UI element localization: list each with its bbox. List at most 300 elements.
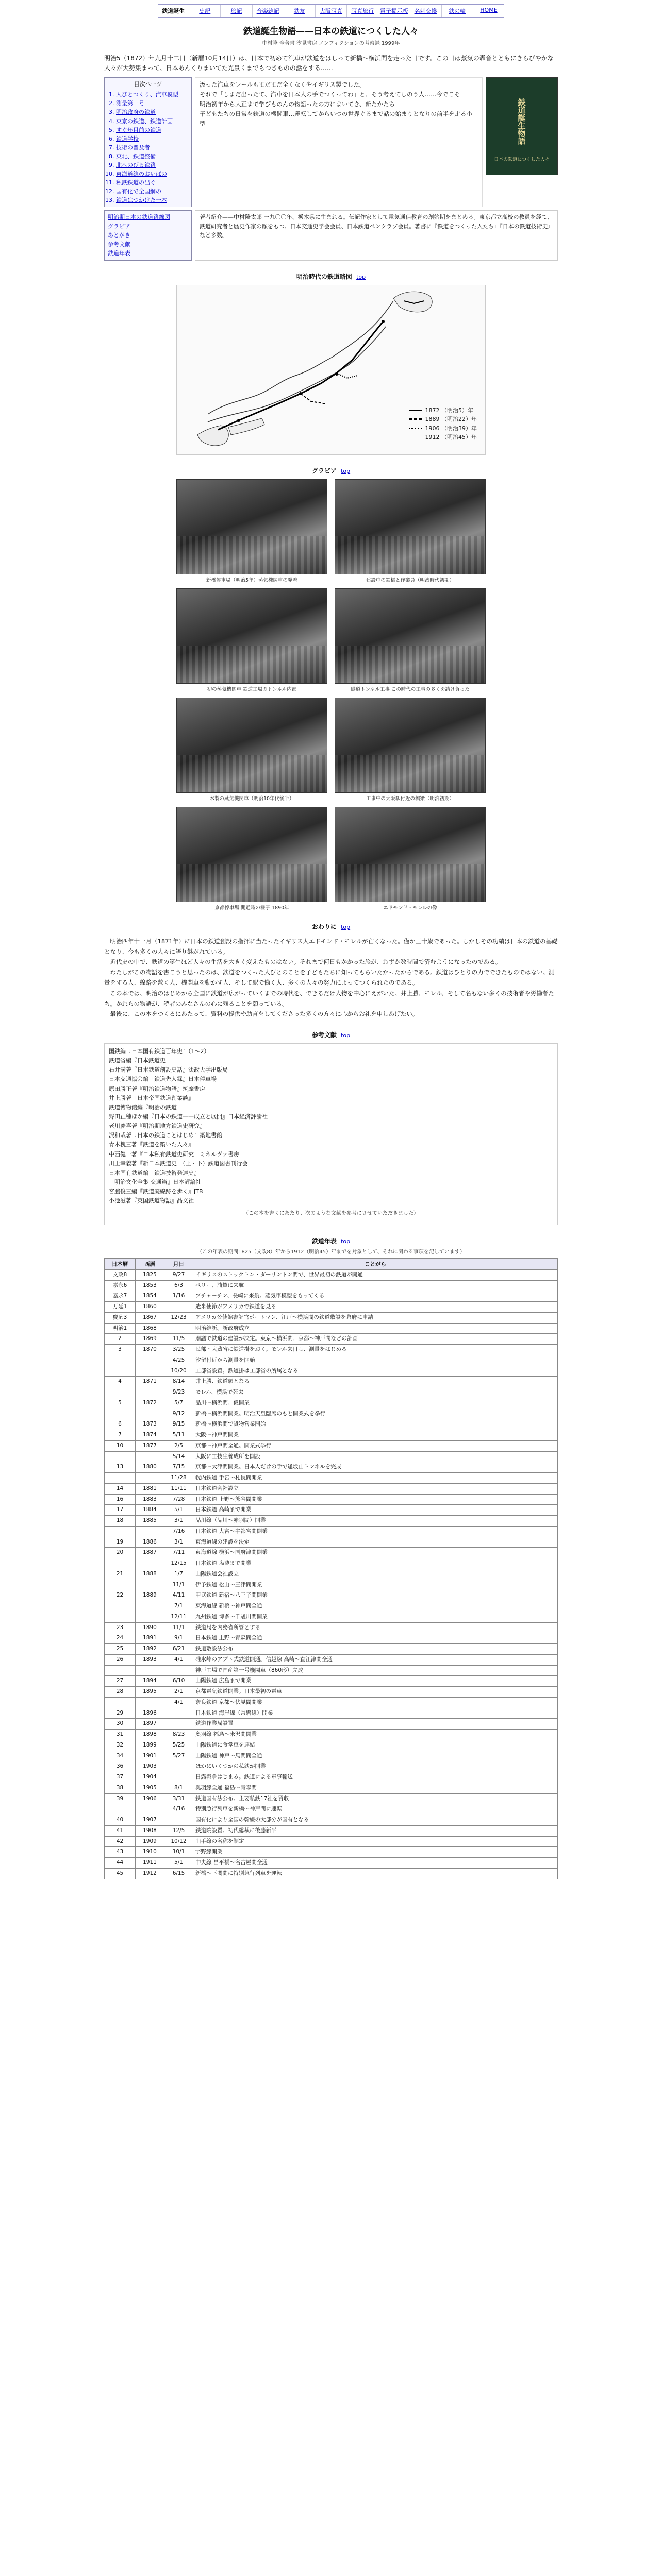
chron-cell: 4/1 bbox=[164, 1654, 193, 1665]
photo-image bbox=[335, 698, 486, 793]
chron-cell: 1872 bbox=[136, 1398, 164, 1409]
chron-cell: 日本鉄道 塩釜まで開業 bbox=[193, 1558, 558, 1569]
chron-cell: 10 bbox=[105, 1440, 136, 1451]
chron-row bbox=[105, 1761, 558, 1772]
chron-row bbox=[105, 1804, 558, 1815]
chron-cell bbox=[136, 1355, 164, 1366]
cover-subtitle: 日本の鉄道につくした人々 bbox=[494, 157, 550, 162]
chron-cell bbox=[164, 1772, 193, 1783]
toc-item[interactable]: 2. 測量第一号 bbox=[116, 99, 188, 108]
section-link[interactable]: 明治期日本の鉄道路線図 bbox=[108, 213, 170, 221]
chron-cell: 九州鉄道 博多〜千歳川間開業 bbox=[193, 1612, 558, 1622]
page bbox=[0, 4, 662, 2576]
chron-cell: 1901 bbox=[136, 1751, 164, 1761]
chron-row bbox=[105, 1847, 558, 1858]
photo-image bbox=[335, 807, 486, 902]
book-meta: 中村隆 全著書 汐見書房 ノンフィクションの考察録 1999年 bbox=[262, 41, 400, 46]
chron-cell: 山陽鉄道に食堂車を連結 bbox=[193, 1740, 558, 1751]
chron-cell: 7/16 bbox=[164, 1526, 193, 1537]
chron-cell: 1911 bbox=[136, 1858, 164, 1869]
refs-section-label: 参考文献 bbox=[311, 1031, 337, 1039]
reference-item: 国鉄編『日本国有鉄道百年史』（1〜2） bbox=[109, 1047, 210, 1055]
chron-cell: 東海道線 横浜〜国府津間開業 bbox=[193, 1548, 558, 1558]
nav-link[interactable]: HOME bbox=[480, 7, 498, 13]
chron-cell: 1889 bbox=[136, 1590, 164, 1601]
photo-image bbox=[335, 479, 486, 574]
chron-cell: 12/5 bbox=[164, 1825, 193, 1836]
chron-cell: 21 bbox=[105, 1569, 136, 1580]
chron-cell: 新橋〜下関間に特別急行列車を運転 bbox=[193, 1868, 558, 1879]
chron-cell: 5 bbox=[105, 1398, 136, 1409]
chron-cell: 日本鉄道 高崎まで開業 bbox=[193, 1505, 558, 1516]
chron-cell: 1896 bbox=[136, 1708, 164, 1719]
chron-cell: 1899 bbox=[136, 1740, 164, 1751]
chron-cell: 1884 bbox=[136, 1505, 164, 1516]
chron-header: 日本暦 bbox=[105, 1258, 136, 1269]
chron-cell: 9/23 bbox=[164, 1387, 193, 1398]
chron-cell: 奈良鉄道 京都〜伏見間開業 bbox=[193, 1697, 558, 1708]
chron-cell: モレル、横浜で死去 bbox=[193, 1387, 558, 1398]
toc-item[interactable]: 11. 私鉄鉄道の出ぐ bbox=[116, 178, 188, 187]
cover-title: 鉄道誕生物語 bbox=[517, 98, 526, 145]
chron-cell: 1854 bbox=[136, 1291, 164, 1302]
chron-cell: 大阪に工技生養成所を開設 bbox=[193, 1451, 558, 1462]
chron-cell: 4/11 bbox=[164, 1590, 193, 1601]
chron-cell bbox=[105, 1558, 136, 1569]
chron-cell: 13 bbox=[105, 1462, 136, 1473]
top-nav bbox=[158, 4, 504, 18]
chron-cell: 1886 bbox=[136, 1537, 164, 1548]
chron-cell: アメリカ公使館書記官ポートマン、江戸〜横浜間の鉄道敷設を幕府に申請 bbox=[193, 1312, 558, 1323]
chron-cell bbox=[105, 1387, 136, 1398]
legend-swatch bbox=[409, 418, 422, 420]
chron-cell: 井上勝、鉄道頭となる bbox=[193, 1377, 558, 1387]
chron-cell: 慶応3 bbox=[105, 1312, 136, 1323]
chron-cell: 1870 bbox=[136, 1345, 164, 1355]
chron-cell: 文政8 bbox=[105, 1269, 136, 1280]
chron-section-label: 鉄道年表 bbox=[311, 1237, 337, 1245]
chron-cell: 伊予鉄道 松山〜三津間開業 bbox=[193, 1580, 558, 1590]
reference-item: 日本交通協会編『鉄道先人録』日本停車場 bbox=[109, 1076, 217, 1083]
chron-row bbox=[105, 1633, 558, 1644]
legend-swatch bbox=[409, 410, 422, 411]
toc-item[interactable]: 5. すぐ年目前の鉄道 bbox=[116, 126, 188, 134]
chron-cell: 4/1 bbox=[164, 1697, 193, 1708]
chron-row bbox=[105, 1516, 558, 1527]
section-links bbox=[104, 210, 192, 261]
nav-link[interactable]: 旅記 bbox=[221, 5, 252, 17]
chron-cell: 1909 bbox=[136, 1836, 164, 1847]
chron-cell: 1893 bbox=[136, 1654, 164, 1665]
chron-row bbox=[105, 1302, 558, 1313]
nav-link[interactable]: 写真旅行 bbox=[347, 5, 378, 17]
chron-cell: 29 bbox=[105, 1708, 136, 1719]
chron-row bbox=[105, 1280, 558, 1291]
chron-cell: 9/12 bbox=[164, 1409, 193, 1419]
chron-header: 西暦 bbox=[136, 1258, 164, 1269]
reference-item: 野田正穂ほか編『日本の鉄道——成立と展開』日本経済評論社 bbox=[109, 1113, 268, 1120]
chron-cell: 10/12 bbox=[164, 1836, 193, 1847]
chron-cell: 20 bbox=[105, 1548, 136, 1558]
references-list bbox=[109, 1047, 553, 1206]
section-link[interactable]: 参考文献 bbox=[108, 241, 130, 248]
page-title: 鉄道誕生物語——日本の鉄道につくした人々 bbox=[243, 26, 419, 37]
chron-cell bbox=[136, 1804, 164, 1815]
chron-cell: 12/23 bbox=[164, 1312, 193, 1323]
chron-cell: 7 bbox=[105, 1430, 136, 1441]
chron-row bbox=[105, 1708, 558, 1719]
chron-cell: 民部・大蔵省に鉄道掛をおく。モレル来日し、測量をはじめる bbox=[193, 1345, 558, 1355]
chron-row bbox=[105, 1836, 558, 1847]
chron-cell: 汐留付近から測量を開始 bbox=[193, 1355, 558, 1366]
chron-row bbox=[105, 1334, 558, 1345]
chron-cell: 神戸工場で国産第一号機関車（860形）完成 bbox=[193, 1665, 558, 1676]
gravure-grid bbox=[176, 479, 486, 911]
chron-cell: 41 bbox=[105, 1825, 136, 1836]
info-area bbox=[104, 210, 558, 261]
chron-cell: 1903 bbox=[136, 1761, 164, 1772]
afterword-paragraph: 最後に、この本をつくるにあたって、資料の提供や助言をしてくださった多くの方々に心からお礼を申しあげたい。 bbox=[110, 1010, 419, 1018]
chron-cell bbox=[136, 1526, 164, 1537]
chron-cell: 1869 bbox=[136, 1334, 164, 1345]
afterword-paragraph: わたしがこの物語を書こうと思ったのは、鉄道をつくった人びとのことを子どもたちに知ってもらいたかったからである。鉄道はひとりの力でできたものではない。測量をする人、線路を敷く人、機関車を動かす人、そして駅で働く人、多くの人々の努力によってつくられたのである。 bbox=[104, 969, 555, 987]
chron-cell: 1888 bbox=[136, 1569, 164, 1580]
afterword-paragraph: 近代史の中で、鉄道の誕生ほど人々の生活を大きく変えたものはない。それまで何日もかかった旅が、わずか数時間で済むようになったのである。 bbox=[110, 958, 502, 966]
chron-cell bbox=[105, 1601, 136, 1612]
chron-cell: 4/16 bbox=[164, 1804, 193, 1815]
chron-cell: 京都〜大津間開業。日本人だけの手で逢坂山トンネルを完成 bbox=[193, 1462, 558, 1473]
chron-row bbox=[105, 1355, 558, 1366]
chron-cell: 特別急行列車を新橋〜神戸間に運転 bbox=[193, 1804, 558, 1815]
toc-item[interactable]: 9. 北へのびる鉄路 bbox=[116, 161, 188, 170]
chron-cell bbox=[164, 1665, 193, 1676]
chron-cell: 11/11 bbox=[164, 1483, 193, 1494]
chron-cell: 5/1 bbox=[164, 1505, 193, 1516]
top-link[interactable]: top bbox=[341, 1031, 351, 1039]
chron-body bbox=[105, 1269, 558, 1879]
top-link[interactable]: top bbox=[356, 273, 366, 280]
chron-cell: 甲武鉄道 新宿〜八王子間開業 bbox=[193, 1590, 558, 1601]
chron-cell: 1873 bbox=[136, 1419, 164, 1430]
chron-cell: 36 bbox=[105, 1761, 136, 1772]
chron-header-row bbox=[105, 1258, 558, 1269]
chron-cell: 30 bbox=[105, 1719, 136, 1730]
chron-cell: 山陽鉄道 広島まで開業 bbox=[193, 1676, 558, 1687]
nav-link[interactable]: 音楽雑記 bbox=[253, 5, 284, 17]
chron-cell: 奥羽線 福島〜米沢間開業 bbox=[193, 1730, 558, 1740]
nav-link[interactable]: 鉄友 bbox=[284, 5, 316, 17]
railway-map bbox=[176, 285, 486, 455]
reference-item: 鉄道省編『日本鉄道史』 bbox=[109, 1057, 171, 1064]
chron-cell: 鉄道国有法公布。主要私鉄17社を買収 bbox=[193, 1793, 558, 1804]
chron-cell: 2/5 bbox=[164, 1440, 193, 1451]
chron-section-title bbox=[0, 1236, 662, 1245]
chron-cell: 39 bbox=[105, 1793, 136, 1804]
chron-header: ことがら bbox=[193, 1258, 558, 1269]
chronology-table bbox=[104, 1258, 558, 1879]
chron-header: 月日 bbox=[164, 1258, 193, 1269]
chron-cell bbox=[136, 1409, 164, 1419]
chron-row bbox=[105, 1269, 558, 1280]
afterword-paragraph: 明治四年十一月（1871年）に日本の鉄道創設の指揮に当たったイギリス人エドモンド・モレルが亡くなった。僅か三十歳であった。しかしその功績は日本の鉄道の基礎となり、今も多くの人々に語り継がれている。 bbox=[104, 937, 558, 956]
afterword-paragraph: この本では、明治のはじめから全国に鉄道が広がっていくまでの時代を、できるだけ人物を中心にえがいた。井上勝、モレル、そして名もない多くの技術者や労働者たち。かれらの物語が、読者のみなさんの心に残ることを願っている。 bbox=[104, 989, 554, 1007]
reference-item: 『明治文化全集 交通篇』日本評論社 bbox=[109, 1178, 202, 1185]
chron-cell: 3/31 bbox=[164, 1793, 193, 1804]
chron-cell: 1867 bbox=[136, 1312, 164, 1323]
chron-row bbox=[105, 1644, 558, 1655]
chron-cell: 8/1 bbox=[164, 1783, 193, 1793]
chron-row bbox=[105, 1740, 558, 1751]
chron-cell: 45 bbox=[105, 1868, 136, 1879]
chron-cell bbox=[136, 1451, 164, 1462]
chron-cell: 日露戦争はじまる。鉄道による軍事輸送 bbox=[193, 1772, 558, 1783]
chron-cell bbox=[105, 1366, 136, 1377]
chron-cell: 6/21 bbox=[164, 1644, 193, 1655]
chron-cell bbox=[164, 1708, 193, 1719]
toc-item[interactable]: 3. 明治政府の鉄道 bbox=[116, 108, 188, 116]
reference-item: 中西健一著『日本私有鉄道史研究』ミネルヴァ書房 bbox=[109, 1150, 239, 1158]
chron-cell: 31 bbox=[105, 1730, 136, 1740]
chron-cell: 25 bbox=[105, 1644, 136, 1655]
chron-cell: 5/11 bbox=[164, 1430, 193, 1441]
references-box bbox=[104, 1043, 558, 1225]
chron-cell: 大阪〜神戸間開業 bbox=[193, 1430, 558, 1441]
chron-cell: 1907 bbox=[136, 1815, 164, 1826]
chron-cell: 宇野線開業 bbox=[193, 1847, 558, 1858]
chron-cell: 5/25 bbox=[164, 1740, 193, 1751]
chron-cell: 日本鉄道 上野〜熊谷間開業 bbox=[193, 1494, 558, 1505]
toc-item[interactable]: 8. 東北、鉄道整備 bbox=[116, 152, 188, 161]
toc-item[interactable]: 13. 鉄道はつかけた一本 bbox=[116, 196, 188, 205]
top-link[interactable]: top bbox=[341, 923, 351, 930]
chron-cell: 1906 bbox=[136, 1793, 164, 1804]
chron-cell: 京都電気鉄道開業。日本最初の電車 bbox=[193, 1687, 558, 1698]
chron-cell: 12/15 bbox=[164, 1558, 193, 1569]
chron-cell bbox=[164, 1761, 193, 1772]
chron-cell: 碓氷峠のアプト式鉄道開通。信越線 高崎〜直江津間全通 bbox=[193, 1654, 558, 1665]
nav-link[interactable]: 電子掲示板 bbox=[378, 5, 410, 17]
chron-cell bbox=[136, 1665, 164, 1676]
chron-cell bbox=[105, 1665, 136, 1676]
nav-link[interactable]: 鉄道誕生 bbox=[158, 5, 189, 17]
chron-cell bbox=[136, 1612, 164, 1622]
legend-label: 1889 （明治22）年 bbox=[425, 416, 477, 423]
refs-section-title bbox=[0, 1030, 662, 1039]
chron-cell: 7/1 bbox=[164, 1601, 193, 1612]
chron-row bbox=[105, 1825, 558, 1836]
toc-item[interactable]: 1. 人びとつくり、汽車模型 bbox=[116, 90, 188, 99]
nav-link[interactable]: 鉄の輪 bbox=[442, 5, 473, 17]
chron-cell: 新橋〜横浜間開業。明治天皇臨席のもと開業式を挙行 bbox=[193, 1409, 558, 1419]
chron-cell: 26 bbox=[105, 1654, 136, 1665]
chron-row bbox=[105, 1537, 558, 1548]
chron-cell: 日本鉄道 大宮〜宇都宮間開業 bbox=[193, 1526, 558, 1537]
reference-item: 川上幸義著『新日本鉄道史』（上・下）鉄道図書刊行会 bbox=[109, 1160, 248, 1167]
toc-title: 目次ページ bbox=[134, 81, 162, 88]
photo-caption: 工事中の大阪駅付近の橋梁（明治初期） bbox=[366, 795, 454, 802]
chron-cell: 42 bbox=[105, 1836, 136, 1847]
map-section-label: 明治時代の鉄道略図 bbox=[296, 273, 352, 280]
chron-cell: 9/15 bbox=[164, 1419, 193, 1430]
photo-image bbox=[335, 588, 486, 684]
chron-row bbox=[105, 1505, 558, 1516]
chron-row bbox=[105, 1430, 558, 1441]
chron-cell: 2 bbox=[105, 1334, 136, 1345]
chron-cell: 1/16 bbox=[164, 1291, 193, 1302]
chron-cell: 24 bbox=[105, 1633, 136, 1644]
top-link[interactable]: top bbox=[341, 1238, 351, 1245]
chron-cell: ほかにいくつかの私鉄が開業 bbox=[193, 1761, 558, 1772]
chron-cell bbox=[164, 1815, 193, 1826]
chron-cell: 1881 bbox=[136, 1483, 164, 1494]
chron-cell bbox=[164, 1302, 193, 1313]
chron-cell: 国有化により全国の幹線の大部分が国有となる bbox=[193, 1815, 558, 1826]
chron-cell: 1905 bbox=[136, 1783, 164, 1793]
chron-cell: 山陽鉄道 神戸〜馬関間全通 bbox=[193, 1751, 558, 1761]
chron-row bbox=[105, 1345, 558, 1355]
chron-cell bbox=[136, 1697, 164, 1708]
chron-cell: 工部省設置。鉄道掛は工部省の所属となる bbox=[193, 1366, 558, 1377]
reference-item: 鉄道博物館編『明治の鉄道』 bbox=[109, 1104, 183, 1111]
chron-cell: 鉄道局を内務省所管とする bbox=[193, 1622, 558, 1633]
chron-cell bbox=[105, 1355, 136, 1366]
chron-row bbox=[105, 1483, 558, 1494]
chron-cell: 1868 bbox=[136, 1323, 164, 1334]
chron-row bbox=[105, 1494, 558, 1505]
chron-cell: 1912 bbox=[136, 1868, 164, 1879]
map-legend bbox=[409, 406, 477, 442]
photo-image bbox=[176, 698, 327, 793]
toc-item[interactable]: 10. 東海道線のおいばの bbox=[116, 170, 188, 178]
nav-link[interactable]: 名刺交換 bbox=[410, 5, 442, 17]
chron-cell: 6/15 bbox=[164, 1868, 193, 1879]
toc-item[interactable]: 12. 国有化で全国網の bbox=[116, 187, 188, 196]
section-link[interactable]: 鉄道年表 bbox=[108, 250, 130, 257]
chron-cell: 明治1 bbox=[105, 1323, 136, 1334]
photo-caption: エドモンド・モレルの像 bbox=[383, 905, 437, 911]
chron-cell: 1898 bbox=[136, 1730, 164, 1740]
chron-row bbox=[105, 1312, 558, 1323]
chron-row bbox=[105, 1590, 558, 1601]
chron-cell: 3/25 bbox=[164, 1345, 193, 1355]
chron-row bbox=[105, 1676, 558, 1687]
chron-cell: 32 bbox=[105, 1740, 136, 1751]
nav-link[interactable]: 史記 bbox=[189, 5, 221, 17]
chron-cell: プチャーチン、長崎に来航。蒸気車模型をもってくる bbox=[193, 1291, 558, 1302]
chron-cell: 中央線 昌平橋〜名古屋間全通 bbox=[193, 1858, 558, 1869]
book-cover-image bbox=[486, 77, 558, 175]
chron-row bbox=[105, 1730, 558, 1740]
chron-row bbox=[105, 1601, 558, 1612]
chron-cell: 17 bbox=[105, 1505, 136, 1516]
chron-row bbox=[105, 1451, 558, 1462]
chron-cell: 東海道線の建設を決定 bbox=[193, 1537, 558, 1548]
chron-cell: 27 bbox=[105, 1676, 136, 1687]
nav-link[interactable]: 大阪写真 bbox=[316, 5, 347, 17]
chron-cell: 43 bbox=[105, 1847, 136, 1858]
chron-cell: 22 bbox=[105, 1590, 136, 1601]
chron-cell: 6/10 bbox=[164, 1676, 193, 1687]
toc-item[interactable]: 4. 東京の鉄道、鉄道計画 bbox=[116, 117, 188, 126]
chron-row bbox=[105, 1815, 558, 1826]
chron-cell: 40 bbox=[105, 1815, 136, 1826]
chron-cell: 品川線（品川〜赤羽間）開業 bbox=[193, 1516, 558, 1527]
chron-cell: 28 bbox=[105, 1687, 136, 1698]
chron-cell: 幌内鉄道 手宮〜札幌間開業 bbox=[193, 1473, 558, 1484]
chron-cell: 38 bbox=[105, 1783, 136, 1793]
gravure-photo bbox=[335, 807, 486, 911]
gravure-photo bbox=[176, 479, 327, 583]
chron-row bbox=[105, 1622, 558, 1633]
chron-cell: 万延1 bbox=[105, 1302, 136, 1313]
chron-cell: 2/1 bbox=[164, 1687, 193, 1698]
chron-cell: 日本鉄道 上野〜青森間全通 bbox=[193, 1633, 558, 1644]
top-link[interactable]: top bbox=[341, 467, 351, 474]
photo-caption: 初の蒸気機関車 鉄道工場のトンネル内部 bbox=[207, 686, 297, 692]
chron-cell: 19 bbox=[105, 1537, 136, 1548]
chron-cell: 1877 bbox=[136, 1440, 164, 1451]
toc-item[interactable]: 6. 鉄道学校 bbox=[116, 134, 188, 143]
section-link[interactable]: あとがき bbox=[108, 232, 130, 239]
chron-cell: 1910 bbox=[136, 1847, 164, 1858]
chron-cell: 1908 bbox=[136, 1825, 164, 1836]
chron-cell: 4 bbox=[105, 1377, 136, 1387]
chron-row bbox=[105, 1719, 558, 1730]
afterword-text bbox=[104, 936, 558, 1019]
chron-row bbox=[105, 1569, 558, 1580]
gravure-photo bbox=[176, 588, 327, 692]
chron-cell: 5/14 bbox=[164, 1451, 193, 1462]
chron-row bbox=[105, 1473, 558, 1484]
reference-item: 原田勝正著『明治鉄道物語』筑摩書房 bbox=[109, 1085, 205, 1092]
legend-row bbox=[409, 406, 477, 415]
chron-cell bbox=[105, 1612, 136, 1622]
gravure-photo bbox=[176, 807, 327, 911]
reference-item: 老川慶喜著『明治期地方鉄道史研究』 bbox=[109, 1123, 205, 1130]
title-block bbox=[0, 24, 662, 46]
chron-cell: 10/1 bbox=[164, 1847, 193, 1858]
chron-cell: 5/27 bbox=[164, 1751, 193, 1761]
chron-cell: 12/11 bbox=[164, 1612, 193, 1622]
chron-row bbox=[105, 1377, 558, 1387]
photo-caption: 京都停車場 開通時の様子 1890年 bbox=[214, 905, 289, 911]
chron-cell: 34 bbox=[105, 1751, 136, 1761]
chron-cell: 日本鉄道 海岸線（常磐線）開業 bbox=[193, 1708, 558, 1719]
gravure-photo bbox=[335, 479, 486, 583]
chron-cell: 山手線の名称を制定 bbox=[193, 1836, 558, 1847]
chron-cell: 1904 bbox=[136, 1772, 164, 1783]
gravure-section-label: グラビア bbox=[311, 467, 337, 474]
chron-cell: 10/20 bbox=[164, 1366, 193, 1377]
chron-row bbox=[105, 1687, 558, 1698]
chron-row bbox=[105, 1398, 558, 1409]
chron-cell bbox=[105, 1526, 136, 1537]
chron-cell: 1860 bbox=[136, 1302, 164, 1313]
chron-cell: 奥羽線全通 福島〜青森間 bbox=[193, 1783, 558, 1793]
legend-label: 1912 （明治45）年 bbox=[425, 434, 477, 441]
chron-cell: 1853 bbox=[136, 1280, 164, 1291]
photo-caption: 木製の蒸気機関車（明治10年代後半） bbox=[209, 795, 294, 802]
section-link[interactable]: グラビア bbox=[108, 223, 130, 230]
chron-cell: ペリー、浦賀に来航 bbox=[193, 1280, 558, 1291]
chron-cell: 1/7 bbox=[164, 1569, 193, 1580]
toc-item[interactable]: 7. 技術の普及者 bbox=[116, 143, 188, 152]
chron-cell: 6/3 bbox=[164, 1280, 193, 1291]
chron-cell: 新橋〜横浜間で貨物営業開始 bbox=[193, 1419, 558, 1430]
chron-cell: 山陽鉄道会社設立 bbox=[193, 1569, 558, 1580]
reference-item: 沢和哉著『日本の鉄道ことはじめ』築地書館 bbox=[109, 1132, 222, 1139]
reference-item: 宮脇俊三編『鉄道廃線跡を歩く』JTB bbox=[109, 1188, 203, 1195]
